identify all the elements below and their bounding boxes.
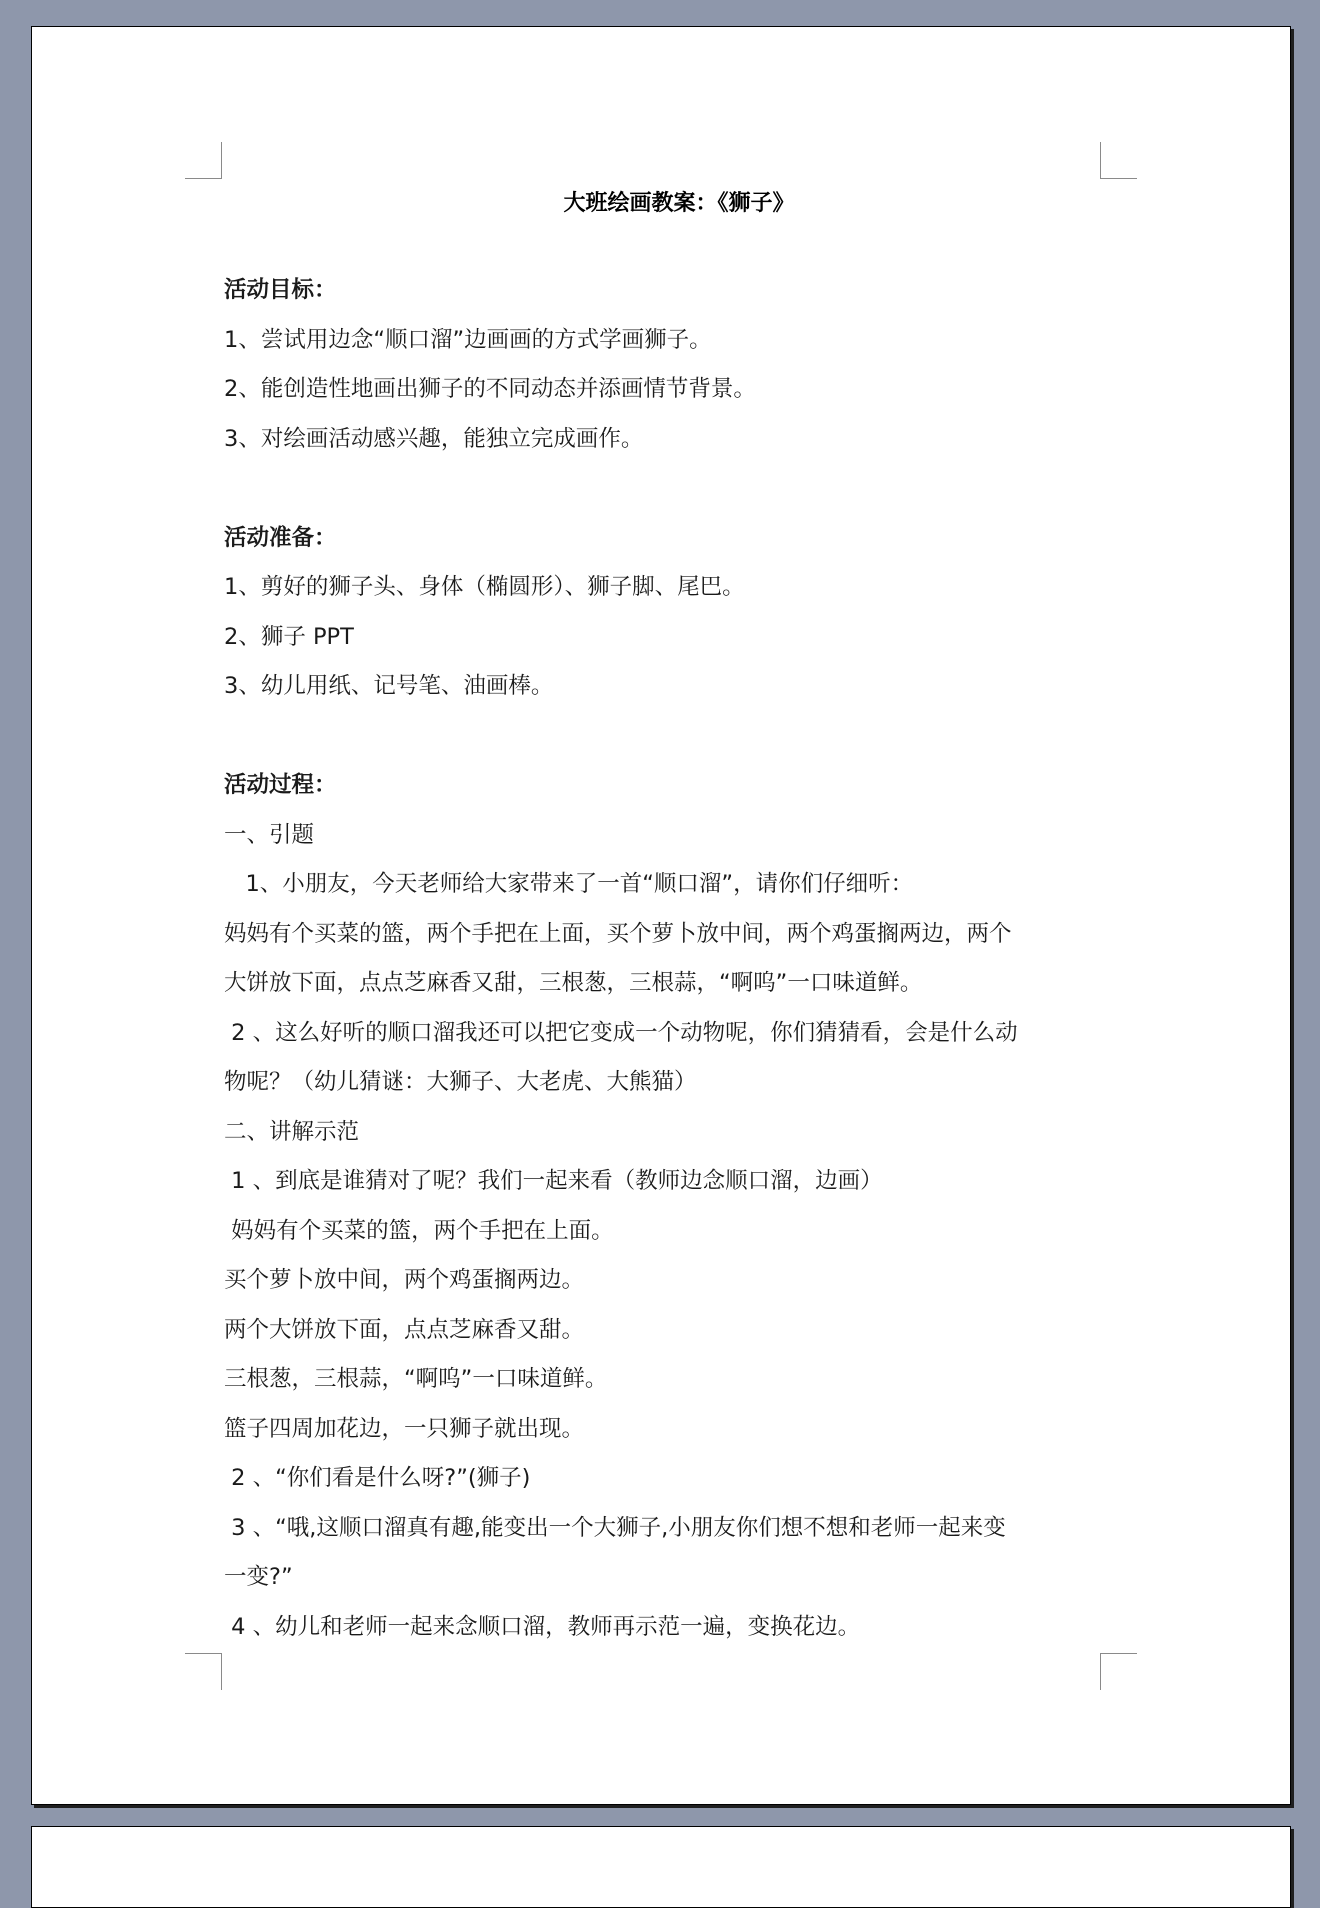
- text-line: 两个大饼放下面，点点芝麻香又甜。: [224, 1316, 585, 1343]
- text-line: 2、能创造性地画出狮子的不同动态并添画情节背景。: [224, 376, 756, 402]
- next-document-page: [31, 1826, 1291, 1908]
- text-line: 一、引题: [224, 821, 315, 848]
- crop-mark-bottom-left: [185, 1653, 222, 1690]
- text-line: 妈妈有个买菜的篮，两个手把在上面，买个萝卜放中间，两个鸡蛋搁两边，两个: [224, 920, 1012, 947]
- text-line: 2 、“你们看是什么呀?”(狮子): [224, 1465, 531, 1491]
- text-line: 3、对绘画活动感兴趣，能独立完成画作。: [224, 425, 644, 452]
- crop-mark-top-right: [1100, 142, 1137, 179]
- page-content: [224, 187, 1134, 1652]
- text-line: 买个萝卜放中间，两个鸡蛋搁两边。: [224, 1267, 585, 1293]
- text-line: 2 、这么好听的顺口溜我还可以把它变成一个动物呢，你们猜猜看，会是什么动: [224, 1019, 1018, 1046]
- crop-mark-top-left: [185, 142, 222, 179]
- text-line: 1、尝试用边念“顺口溜”边画画的方式学画狮子。: [224, 326, 712, 353]
- section-heading: 活动过程：: [224, 772, 337, 798]
- text-line: 妈妈有个买菜的篮，两个手把在上面。: [224, 1217, 614, 1244]
- crop-mark-bottom-right: [1100, 1653, 1137, 1690]
- section-heading: 活动目标：: [224, 277, 337, 303]
- text-line: 一变?”: [224, 1564, 293, 1590]
- document-title: 大班绘画教案：《狮子》: [563, 190, 795, 216]
- text-line: 1 、到底是谁猜对了呢？我们一起来看（教师边念顺口溜，边画）: [224, 1168, 883, 1194]
- section-process: [224, 761, 1134, 1652]
- text-line: 3 、“哦,这顺口溜真有趣,能变出一个大狮子,小朋友你们想不想和老师一起来变: [224, 1514, 1006, 1541]
- text-line: 4 、幼儿和老师一起来念顺口溜，教师再示范一遍，变换花边。: [224, 1613, 861, 1640]
- text-line: 篮子四周加花边，一只狮子就出现。: [224, 1415, 585, 1442]
- text-line: 二、讲解示范: [224, 1118, 360, 1145]
- section-preparation: [224, 514, 1134, 712]
- text-line: 3、幼儿用纸、记号笔、油画棒。: [224, 673, 554, 699]
- text-line: 1、小朋友，今天老师给大家带来了一首“顺口溜”，请你们仔细听：: [224, 871, 914, 897]
- text-line: 物呢？（幼儿猜谜：大狮子、大老虎、大熊猫）: [224, 1069, 697, 1095]
- text-line: 1、剪好的狮子头、身体（椭圆形）、狮子脚、尾巴。: [224, 574, 745, 600]
- section-goals: [224, 266, 1134, 464]
- text-line: 2、狮子 PPT: [224, 623, 354, 650]
- text-line: 大饼放下面，点点芝麻香又甜，三根葱，三根蒜，“啊呜”一口味道鲜。: [224, 970, 923, 996]
- text-line: 三根葱，三根蒜，“啊呜”一口味道鲜。: [224, 1366, 608, 1392]
- section-heading: 活动准备：: [224, 524, 337, 551]
- document-page: [31, 26, 1291, 1805]
